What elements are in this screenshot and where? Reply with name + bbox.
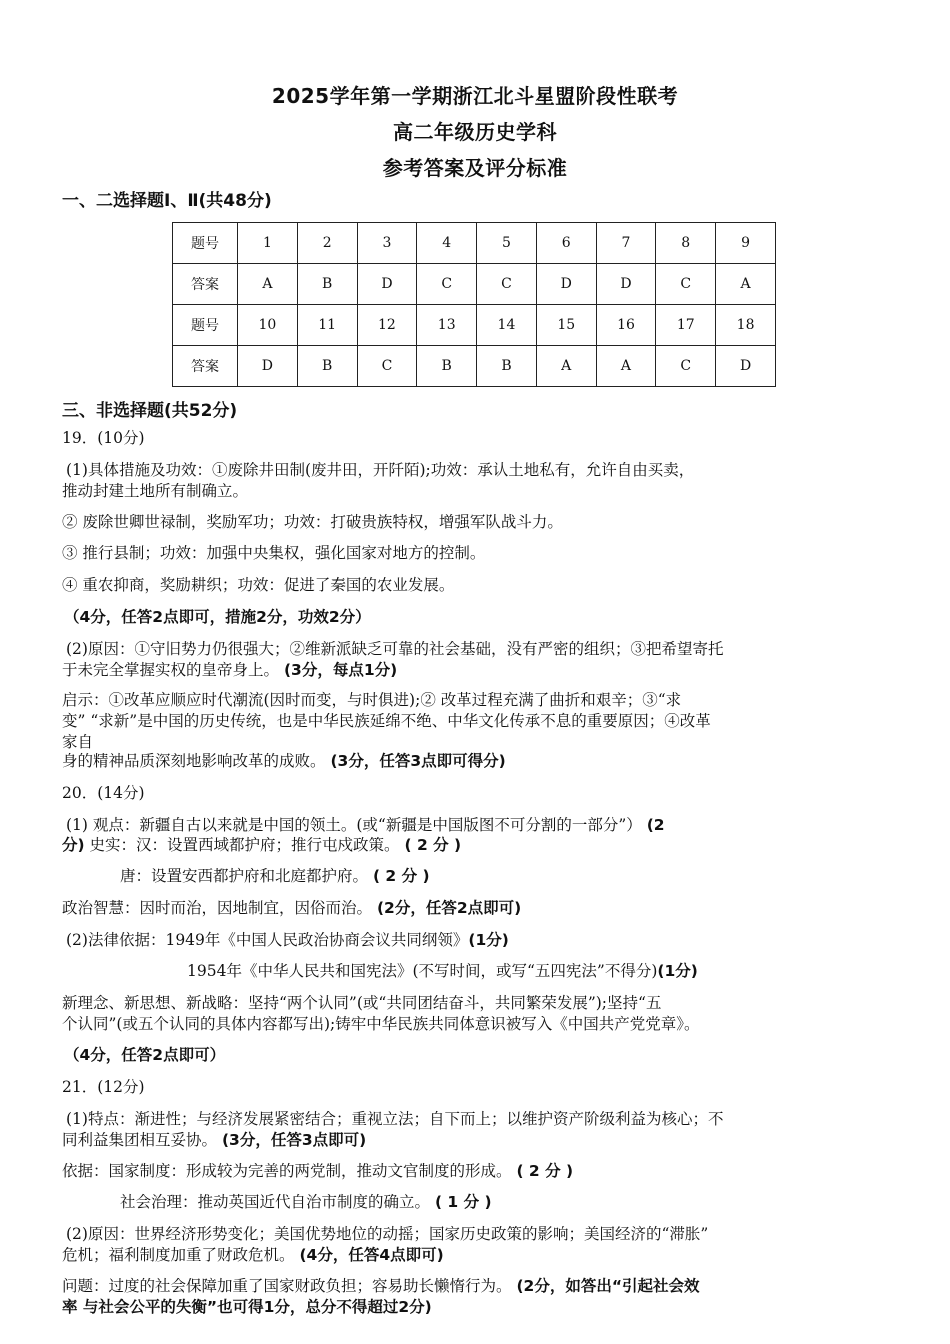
row-label: 答案 — [173, 346, 238, 387]
q21-features-text: 同利益集团相互妥协。 — [62, 1131, 218, 1149]
q20-score: （4分，任答2点即可） — [64, 1046, 226, 1064]
question-number: 9 — [716, 223, 776, 264]
q21-basis-score: ( 2 分 ) — [516, 1162, 574, 1180]
answer-cell: A — [536, 346, 596, 387]
answer-cell: B — [297, 264, 357, 305]
question-number: 10 — [238, 305, 298, 346]
q19-score2: (3分，每点1分) — [283, 661, 398, 679]
q21-problem-score-cont: 率 与社会公平的失衡”也可得1分，总分不得超过2分) — [62, 1298, 432, 1316]
question-row-1 — [173, 223, 776, 264]
q21-reasons-score: (4分，任答4点即可) — [299, 1246, 444, 1264]
q19-part1-line2: 推动封建土地所有制确立。 — [62, 482, 249, 500]
section2-heading: 三、非选择题(共52分) — [62, 401, 238, 421]
q19-label: 19．(10分) — [62, 429, 145, 447]
answer-cell: D — [596, 264, 656, 305]
answer-cell: B — [297, 346, 357, 387]
q19-insight-text: 身的精神品质深刻地影响改革的成败。 — [62, 752, 326, 770]
q21-problem-score: (2分，如答出“引起社会效 — [516, 1277, 700, 1295]
q19-part2-text: 于未完全掌握实权的皇帝身上。 — [62, 661, 280, 679]
q20-label: 20．(14分) — [62, 784, 145, 802]
q19-measure4: ④ 重农抑商，奖励耕织；功效：促进了秦国的农业发展。 — [62, 576, 455, 594]
question-number: 17 — [656, 305, 716, 346]
q20-new-ideas-line2: 个认同”(或五个认同的具体内容都写出);铸牢中华民族共同体意识被写入《中国共产党党章》。 — [62, 1015, 700, 1033]
q21-reasons-text: 危机；福利制度加重了财政危机。 — [62, 1246, 295, 1264]
document-title: 参考答案及评分标准 — [382, 156, 568, 180]
q20-law2: 1954年《中华人民共和国宪法》(不写时间，或写“五四宪法”不得分) — [187, 962, 658, 980]
question-row-2 — [173, 305, 776, 346]
q19-insight-line3: 家自 — [62, 733, 94, 751]
q20-fact-tang: 唐：设置安西都护府和北庭都护府。 — [120, 867, 369, 885]
q21-basis: 依据：国家制度：形成较为完善的两党制，推动文官制度的形成。 — [62, 1162, 512, 1180]
q20-fact-han: 史实：汉：设置西域都护府；推行屯戍政策。 — [89, 836, 400, 854]
q19-part1-line1: (1)具体措施及功效：①废除井田制(废井田，开阡陌);功效：承认土地私有，允许自由买卖， — [66, 461, 695, 479]
answer-cell: D — [716, 346, 776, 387]
answer-cell: C — [656, 264, 716, 305]
question-number: 15 — [536, 305, 596, 346]
q21-features-line2 — [62, 1130, 898, 1151]
question-number: 8 — [656, 223, 716, 264]
q20-law1: (2)法律依据：1949年《中国人民政治协商会议共同纲领》 — [66, 931, 469, 949]
answer-cell: D — [238, 346, 298, 387]
answer-cell: B — [477, 346, 537, 387]
question-number: 6 — [536, 223, 596, 264]
q20-law-line2 — [187, 961, 898, 982]
q19-part2-line2 — [62, 660, 898, 681]
answer-cell: B — [417, 346, 477, 387]
question-number: 11 — [297, 305, 357, 346]
q20-fact-han-line — [62, 835, 898, 856]
q21-reasons-line2 — [62, 1245, 898, 1266]
q21-features-score: (3分，任答3点即可) — [221, 1131, 367, 1149]
q20-law1-score: (1分) — [468, 931, 509, 949]
q21-basis-line — [62, 1161, 898, 1182]
q20-view-text: (1) 观点：新疆自古以来就是中国的领土。(或“新疆是中国版图不可分割的一部分”） — [66, 816, 642, 834]
question-number: 18 — [716, 305, 776, 346]
q19-insight-line4 — [62, 751, 898, 772]
answer-table — [172, 222, 776, 387]
q20-fact-han-score: ( 2 分 ) — [404, 836, 462, 854]
q20-law2-score: (1分) — [657, 962, 698, 980]
q19-measure3: ③ 推行县制；功效：加强中央集权，强化国家对地方的控制。 — [62, 544, 486, 562]
answer-row-1 — [173, 264, 776, 305]
question-number: 16 — [596, 305, 656, 346]
q21-problem-line — [62, 1276, 898, 1297]
question-number: 1 — [238, 223, 298, 264]
question-number: 2 — [297, 223, 357, 264]
answer-cell: A — [238, 264, 298, 305]
q20-fact-tang-line — [120, 866, 950, 887]
question-number: 3 — [357, 223, 417, 264]
q19-score1: （4分，任答2点即可，措施2分，功效2分） — [64, 608, 371, 626]
q19-score3: (3分，任答3点即可得分) — [330, 752, 506, 770]
question-number: 7 — [596, 223, 656, 264]
q20-wisdom-line — [62, 898, 898, 919]
q20-fact-tang-score: ( 2 分 ) — [372, 867, 430, 885]
exam-title: 2025学年第一学期浙江北斗星盟阶段性联考 — [271, 84, 679, 108]
section1-heading: 一、二选择题Ⅰ、Ⅱ(共48分) — [62, 191, 272, 211]
subject-title: 高二年级历史学科 — [393, 120, 557, 144]
question-number: 4 — [417, 223, 477, 264]
answer-cell: A — [596, 346, 656, 387]
row-label: 题号 — [173, 305, 238, 346]
answer-cell: C — [357, 346, 417, 387]
row-label: 题号 — [173, 223, 238, 264]
q21-label: 21．(12分) — [62, 1078, 145, 1096]
question-number: 14 — [477, 305, 537, 346]
question-number: 5 — [477, 223, 537, 264]
q20-wisdom-score: (2分，任答2点即可) — [376, 899, 522, 917]
question-number: 13 — [417, 305, 477, 346]
q21-features-line1: (1)特点：渐进性；与经济发展紧密结合；重视立法；自下而上；以维护资产阶级利益为核心；不 — [66, 1110, 724, 1128]
q21-problem: 问题：过度的社会保障加重了国家财政负担；容易助长懒惰行为。 — [62, 1277, 512, 1295]
answer-row-2 — [173, 346, 776, 387]
row-label: 答案 — [173, 264, 238, 305]
q20-new-ideas-line1: 新理念、新思想、新战略：坚持“两个认同”(或“共同团结奋斗，共同繁荣发展”);坚持“五 — [62, 994, 662, 1012]
q20-view-score: (2 — [646, 816, 665, 834]
q19-part2-line1: (2)原因：①守旧势力仍很强大；②维新派缺乏可靠的社会基础，没有严密的组织；③把希望寄托 — [66, 640, 724, 658]
answer-cell: D — [357, 264, 417, 305]
q21-reasons-line1: (2)原因：世界经济形势变化；美国优势地位的动摇；国家历史政策的影响；美国经济的“滞胀” — [66, 1225, 709, 1243]
q20-view-line — [66, 815, 902, 836]
q19-measure2: ② 废除世卿世禄制，奖励军功；功效：打破贵族特权，增强军队战斗力。 — [62, 513, 563, 531]
answer-cell: A — [716, 264, 776, 305]
answer-cell: C — [477, 264, 537, 305]
answer-cell: D — [536, 264, 596, 305]
q20-wisdom: 政治智慧：因时而治，因地制宜，因俗而治。 — [62, 899, 373, 917]
question-number: 12 — [357, 305, 417, 346]
answer-cell: C — [656, 346, 716, 387]
q19-insight-line2: 变” “求新”是中国的历史传统，也是中华民族延绵不绝、中华文化传承不息的重要原因；④改革 — [62, 712, 711, 730]
answer-cell: C — [417, 264, 477, 305]
q21-governance-score: ( 1 分 ) — [434, 1193, 492, 1211]
q21-governance: 社会治理：推动英国近代自治市制度的确立。 — [120, 1193, 431, 1211]
q21-governance-line — [120, 1192, 950, 1213]
q20-view-score-cont: 分) — [62, 836, 85, 854]
q19-insight-line1: 启示：①改革应顺应时代潮流(因时而变，与时俱进);② 改革过程充满了曲折和艰辛；③“求 — [62, 691, 682, 709]
q20-law-line1 — [66, 930, 902, 951]
